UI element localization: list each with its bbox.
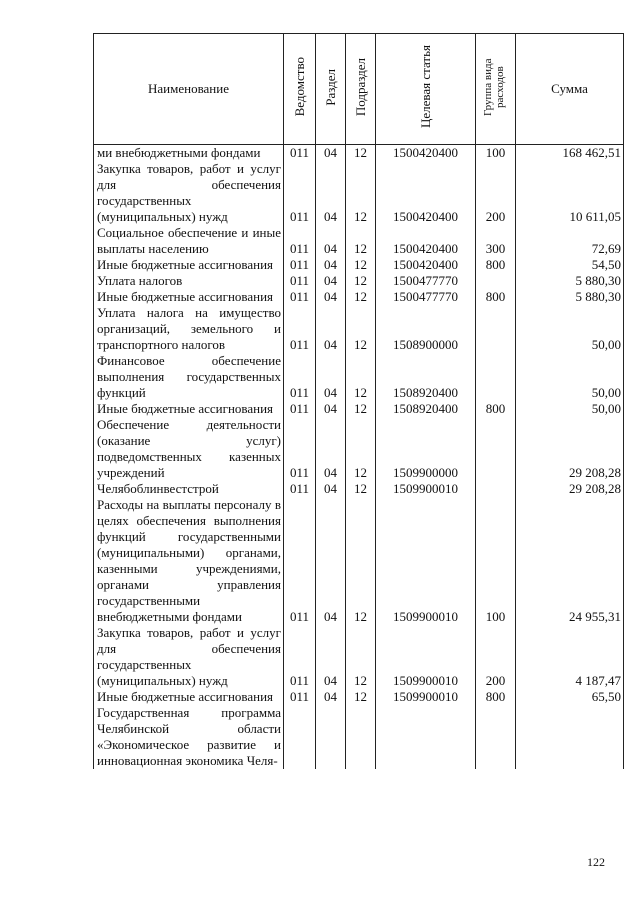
header-subsection: Подраздел: [346, 34, 376, 145]
cell-subsection: 12: [346, 225, 376, 257]
header-section: Раздел: [316, 34, 346, 145]
header-dept: Ведомство: [284, 34, 316, 145]
table-row: [94, 289, 624, 305]
cell-name: Обеспечение деятельности (оказание услуг) подведомственных казенных учреждений: [94, 417, 284, 481]
cell-dept: 011: [284, 481, 316, 497]
table-row: [94, 705, 624, 769]
cell-expense-group: 800: [476, 401, 516, 417]
cell-name: Государственная программа Челябинской области «Экономическое развитие и инновационная экономика Челя-: [94, 705, 284, 769]
table-row: [94, 401, 624, 417]
header-target: Целевая статья: [376, 34, 476, 145]
cell-section: 04: [316, 257, 346, 273]
cell-subsection: [346, 705, 376, 769]
cell-expense-group: 800: [476, 289, 516, 305]
cell-subsection: 12: [346, 625, 376, 689]
cell-name: Иные бюджетные ассигнования: [94, 401, 284, 417]
cell-name: Расходы на выплаты персоналу в целях обеспечения выполнения функций государственными (муниципальными) органами, казенными учреждениями, органами управления государственными внебюджетными фондами: [94, 497, 284, 625]
cell-expense-group: [476, 705, 516, 769]
cell-expense-group: [476, 353, 516, 401]
cell-subsection: 12: [346, 353, 376, 401]
cell-name: ми внебюджетными фондами: [94, 145, 284, 162]
cell-sum: 50,00: [516, 353, 624, 401]
cell-section: 04: [316, 689, 346, 705]
cell-target: 1509900010: [376, 481, 476, 497]
cell-section: 04: [316, 145, 346, 162]
cell-name: Уплата налогов: [94, 273, 284, 289]
table-row: [94, 145, 624, 162]
cell-sum: 168 462,51: [516, 145, 624, 162]
cell-expense-group: 300: [476, 225, 516, 257]
cell-subsection: 12: [346, 417, 376, 481]
cell-dept: 011: [284, 353, 316, 401]
table-row: [94, 625, 624, 689]
cell-target: 1500477770: [376, 273, 476, 289]
cell-target: [376, 705, 476, 769]
cell-sum: 24 955,31: [516, 497, 624, 625]
page-number: 122: [587, 855, 605, 869]
cell-dept: 011: [284, 289, 316, 305]
cell-target: 1508900000: [376, 305, 476, 353]
header-expense-group: Группа вида расходов: [476, 34, 516, 145]
cell-subsection: 12: [346, 145, 376, 162]
budget-table: [93, 33, 624, 769]
cell-target: 1508920400: [376, 401, 476, 417]
cell-dept: 011: [284, 161, 316, 225]
table-row: [94, 305, 624, 353]
table-row: [94, 225, 624, 257]
cell-target: 1509900010: [376, 625, 476, 689]
cell-dept: 011: [284, 625, 316, 689]
cell-subsection: 12: [346, 497, 376, 625]
cell-expense-group: 800: [476, 689, 516, 705]
cell-section: 04: [316, 353, 346, 401]
cell-name: Социальное обеспечение и иные выплаты населению: [94, 225, 284, 257]
cell-section: [316, 705, 346, 769]
table-row: [94, 353, 624, 401]
cell-sum: 50,00: [516, 305, 624, 353]
cell-subsection: 12: [346, 161, 376, 225]
cell-dept: [284, 705, 316, 769]
table-row: [94, 497, 624, 625]
cell-subsection: 12: [346, 289, 376, 305]
cell-dept: 011: [284, 273, 316, 289]
cell-dept: 011: [284, 689, 316, 705]
cell-name: Иные бюджетные ассигнования: [94, 257, 284, 273]
cell-dept: 011: [284, 257, 316, 273]
cell-sum: 65,50: [516, 689, 624, 705]
cell-subsection: 12: [346, 273, 376, 289]
cell-section: 04: [316, 481, 346, 497]
cell-expense-group: 200: [476, 161, 516, 225]
cell-section: 04: [316, 161, 346, 225]
cell-name: Закупка товаров, работ и услуг для обеспечения государственных (муниципальных) нужд: [94, 161, 284, 225]
cell-name: Финансовое обеспечение выполнения государственных функций: [94, 353, 284, 401]
cell-dept: 011: [284, 401, 316, 417]
cell-subsection: 12: [346, 481, 376, 497]
table-row: [94, 417, 624, 481]
cell-section: 04: [316, 497, 346, 625]
cell-sum: 10 611,05: [516, 161, 624, 225]
cell-name: Уплата налога на имущество организаций, земельного и транспортного налогов: [94, 305, 284, 353]
cell-target: 1500477770: [376, 289, 476, 305]
cell-section: 04: [316, 289, 346, 305]
cell-dept: 011: [284, 305, 316, 353]
cell-expense-group: 200: [476, 625, 516, 689]
cell-sum: 72,69: [516, 225, 624, 257]
cell-section: 04: [316, 305, 346, 353]
cell-subsection: 12: [346, 689, 376, 705]
cell-expense-group: [476, 305, 516, 353]
cell-name: Иные бюджетные ассигнования: [94, 289, 284, 305]
table-header-row: [94, 34, 624, 145]
cell-sum: 4 187,47: [516, 625, 624, 689]
cell-subsection: 12: [346, 257, 376, 273]
cell-name: Иные бюджетные ассигнования: [94, 689, 284, 705]
cell-sum: 50,00: [516, 401, 624, 417]
cell-target: 1509900010: [376, 497, 476, 625]
cell-expense-group: [476, 481, 516, 497]
cell-section: 04: [316, 273, 346, 289]
cell-target: 1500420400: [376, 257, 476, 273]
cell-dept: 011: [284, 417, 316, 481]
header-name: Наименование: [94, 34, 284, 145]
cell-dept: 011: [284, 145, 316, 162]
cell-section: 04: [316, 625, 346, 689]
cell-target: 1509900000: [376, 417, 476, 481]
cell-name: Закупка товаров, работ и услуг для обеспечения государственных (муниципальных) нужд: [94, 625, 284, 689]
cell-section: 04: [316, 401, 346, 417]
cell-expense-group: 800: [476, 257, 516, 273]
table-row: [94, 689, 624, 705]
cell-sum: 54,50: [516, 257, 624, 273]
cell-subsection: 12: [346, 401, 376, 417]
cell-target: 1508920400: [376, 353, 476, 401]
cell-sum: 5 880,30: [516, 273, 624, 289]
cell-expense-group: 100: [476, 145, 516, 162]
cell-sum: 29 208,28: [516, 481, 624, 497]
cell-section: 04: [316, 417, 346, 481]
cell-expense-group: [476, 273, 516, 289]
table-row: [94, 273, 624, 289]
table-row: [94, 481, 624, 497]
cell-target: 1500420400: [376, 225, 476, 257]
cell-target: 1509900010: [376, 689, 476, 705]
cell-sum: 29 208,28: [516, 417, 624, 481]
cell-subsection: 12: [346, 305, 376, 353]
cell-sum: 5 880,30: [516, 289, 624, 305]
header-sum: Сумма: [516, 34, 624, 145]
table-body: [94, 145, 624, 770]
cell-target: 1500420400: [376, 161, 476, 225]
cell-dept: 011: [284, 497, 316, 625]
cell-expense-group: [476, 417, 516, 481]
cell-sum: [516, 705, 624, 769]
table-row: [94, 257, 624, 273]
cell-name: Челябоблинвестстрой: [94, 481, 284, 497]
cell-expense-group: 100: [476, 497, 516, 625]
cell-section: 04: [316, 225, 346, 257]
cell-target: 1500420400: [376, 145, 476, 162]
table-row: [94, 161, 624, 225]
cell-dept: 011: [284, 225, 316, 257]
